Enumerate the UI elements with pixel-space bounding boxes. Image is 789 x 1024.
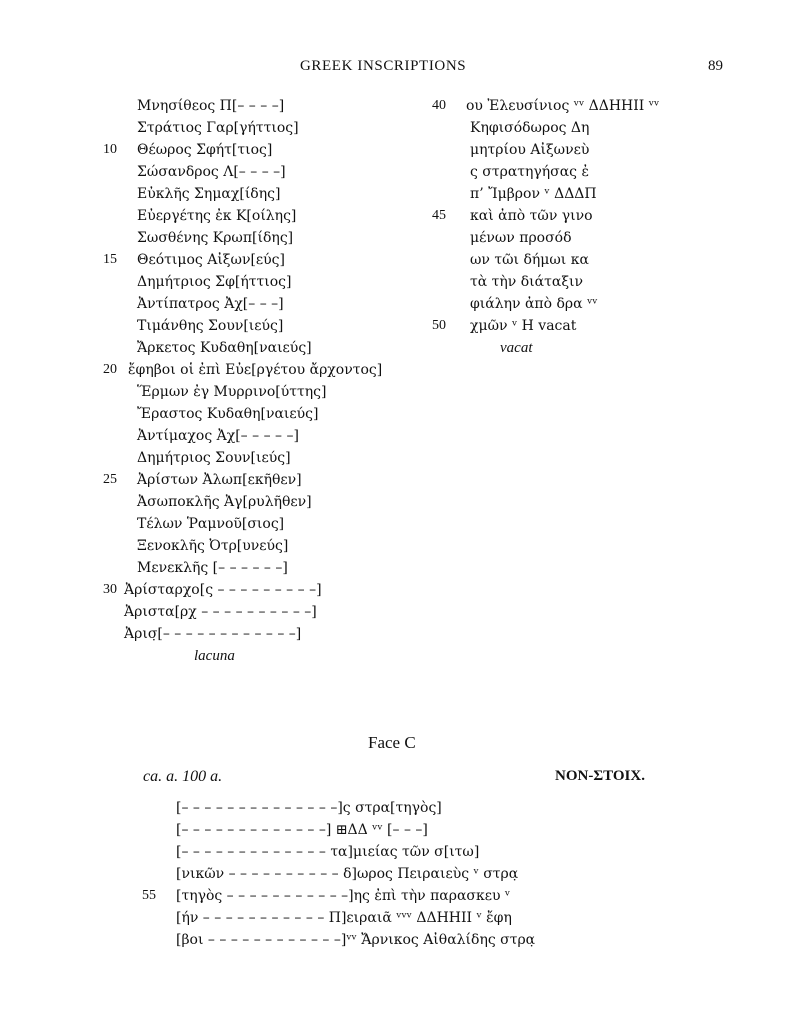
inscription-line: ς στρατηγήσας ἐ bbox=[470, 164, 589, 180]
inscription-line: καὶ ἀπὸ τῶν γινο bbox=[470, 208, 593, 224]
inscription-line: π’ Ἴμβρον ᵛ ΔΔΔΠ bbox=[470, 186, 597, 202]
inscription-line: Ἀριστα[ρχ – – – – – – – – – –] bbox=[124, 604, 317, 620]
inscription-line: [– – – – – – – – – – – – – τα]μιείας τῶν σ[ιτω] bbox=[176, 844, 480, 860]
line-number: 20 bbox=[103, 362, 117, 377]
inscription-line: Ἕρμων ἐγ Μυρρινο[ύττης] bbox=[137, 384, 327, 400]
inscription-line: Ἀρισ̣[– – – – – – – – – – – –] bbox=[124, 626, 302, 642]
vacat-note: vacat bbox=[500, 340, 533, 356]
inscription-line: [– – – – – – – – – – – – – –]ς στρα[τηγὸς] bbox=[176, 800, 442, 816]
inscription-line: [ήν – – – – – – – – – – – Π]ειραιᾶ ᵛᵛᵛ ΔΔΗΗΙΙ ᵛ ἔφη bbox=[176, 910, 512, 926]
inscription-line: Ἔραστος Κυδαθη[ναιεύς] bbox=[137, 406, 319, 422]
inscription-line: τὰ τὴν διάταξιν bbox=[470, 274, 584, 290]
section-title: Face C bbox=[368, 733, 416, 752]
line-number: 40 bbox=[432, 98, 446, 113]
line-number: 15 bbox=[103, 252, 117, 267]
inscription-line: ου Ἐλευσίνιος ᵛᵛ ΔΔΗΗΙΙ ᵛᵛ bbox=[466, 98, 660, 114]
inscription-line: Μενεκλῆς [– – – – – –] bbox=[137, 560, 288, 576]
page-number: 89 bbox=[708, 58, 723, 74]
inscription-line: μητρίου Αἰξωνεὺ bbox=[470, 142, 590, 158]
inscription-line: Θέωρος Σφήτ[τιος] bbox=[137, 142, 273, 158]
inscription-line: Κηφισόδωρος Δη bbox=[470, 120, 590, 136]
inscription-line: Ἄρκετος Κυδαθη[ναιεύς] bbox=[137, 340, 312, 356]
inscription-line: Ξενοκλῆς Ὀτρ[υνεύς] bbox=[137, 538, 289, 554]
line-number: 50 bbox=[432, 318, 446, 333]
inscription-line: Ἀσωποκλῆς Ἀγ[ρυλῆθεν] bbox=[137, 494, 312, 510]
inscription-line: Μνησίθεος Π[– – – –] bbox=[137, 98, 285, 114]
inscription-line: Ἀρίσταρχο[ς – – – – – – – – –] bbox=[124, 582, 322, 598]
non-stoichedon-label: NON-ΣΤΟΙΧ. bbox=[555, 768, 645, 784]
inscription-line: Ἀντίπατρος Ἀχ[– – –] bbox=[137, 296, 284, 312]
inscription-line: Θεότιμος Αἰξων[εύς] bbox=[137, 252, 285, 268]
line-number: 10 bbox=[103, 142, 117, 157]
inscription-line: Σώσανδρος Λ[– – – –] bbox=[137, 164, 286, 180]
inscription-line: φιάλην ἀπὸ δρα ᵛᵛ bbox=[470, 296, 598, 312]
inscription-line: χμῶν ᵛ Η vacat bbox=[470, 318, 577, 334]
inscription-line: ων τῶι δήμωι κα bbox=[470, 252, 589, 268]
inscription-line: ἔφηβοι οἱ ἐπὶ Εὐε[ργέτου ἄρχοντος] bbox=[128, 362, 383, 378]
line-number: 30 bbox=[103, 582, 117, 597]
inscription-line: Εὐεργέτης ἐκ Κ[οίλης] bbox=[137, 208, 297, 224]
running-header: GREEK INSCRIPTIONS bbox=[300, 58, 467, 74]
line-number: 45 bbox=[432, 208, 446, 223]
inscription-line: Εὐκλῆς Σημαχ[ίδης] bbox=[137, 186, 281, 202]
inscription-line: [τηγὸς – – – – – – – – – – –]ης ἐπὶ τὴν παρασκευ ᵛ bbox=[176, 888, 511, 904]
inscription-line: Ἀντίμαχος Ἀχ[– – – – –] bbox=[137, 428, 299, 444]
inscription-line: Τιμάνθης Σουν[ιεύς] bbox=[137, 318, 284, 334]
inscription-line: μένων προσόδ bbox=[470, 230, 572, 246]
line-number: 55 bbox=[142, 888, 156, 903]
inscription-line: Δημήτριος Σουν[ιεύς] bbox=[137, 450, 291, 466]
inscription-line: [βοι – – – – – – – – – – – –]ᵛᵛ Ἄρνικος Αἰθαλίδης στρα̣ bbox=[176, 932, 536, 948]
inscription-line: Σωσθένης Κρωπ[ίδης] bbox=[137, 230, 294, 246]
inscription-line: Ἀρίστων Ἀλωπ[εκῆθεν] bbox=[137, 472, 302, 488]
line-number: 25 bbox=[103, 472, 117, 487]
lacuna-note: lacuna bbox=[194, 648, 235, 664]
inscription-line: [νικῶν – – – – – – – – – – δ]ωρος Πειραιεὺς ᵛ στρα̣ bbox=[176, 866, 519, 882]
date-note: ca. a. 100 a. bbox=[143, 768, 223, 785]
inscription-line: Τέλων Ῥαμνοῦ[σιος] bbox=[137, 516, 285, 532]
inscription-line: Δημήτριος Σφ[ήττιος] bbox=[137, 274, 292, 290]
inscription-line: [– – – – – – – – – – – – –] ⊞ΔΔ ᵛᵛ [– – –] bbox=[176, 822, 428, 838]
inscription-line: Στράτιος Γαρ[γήττιος] bbox=[137, 120, 299, 136]
